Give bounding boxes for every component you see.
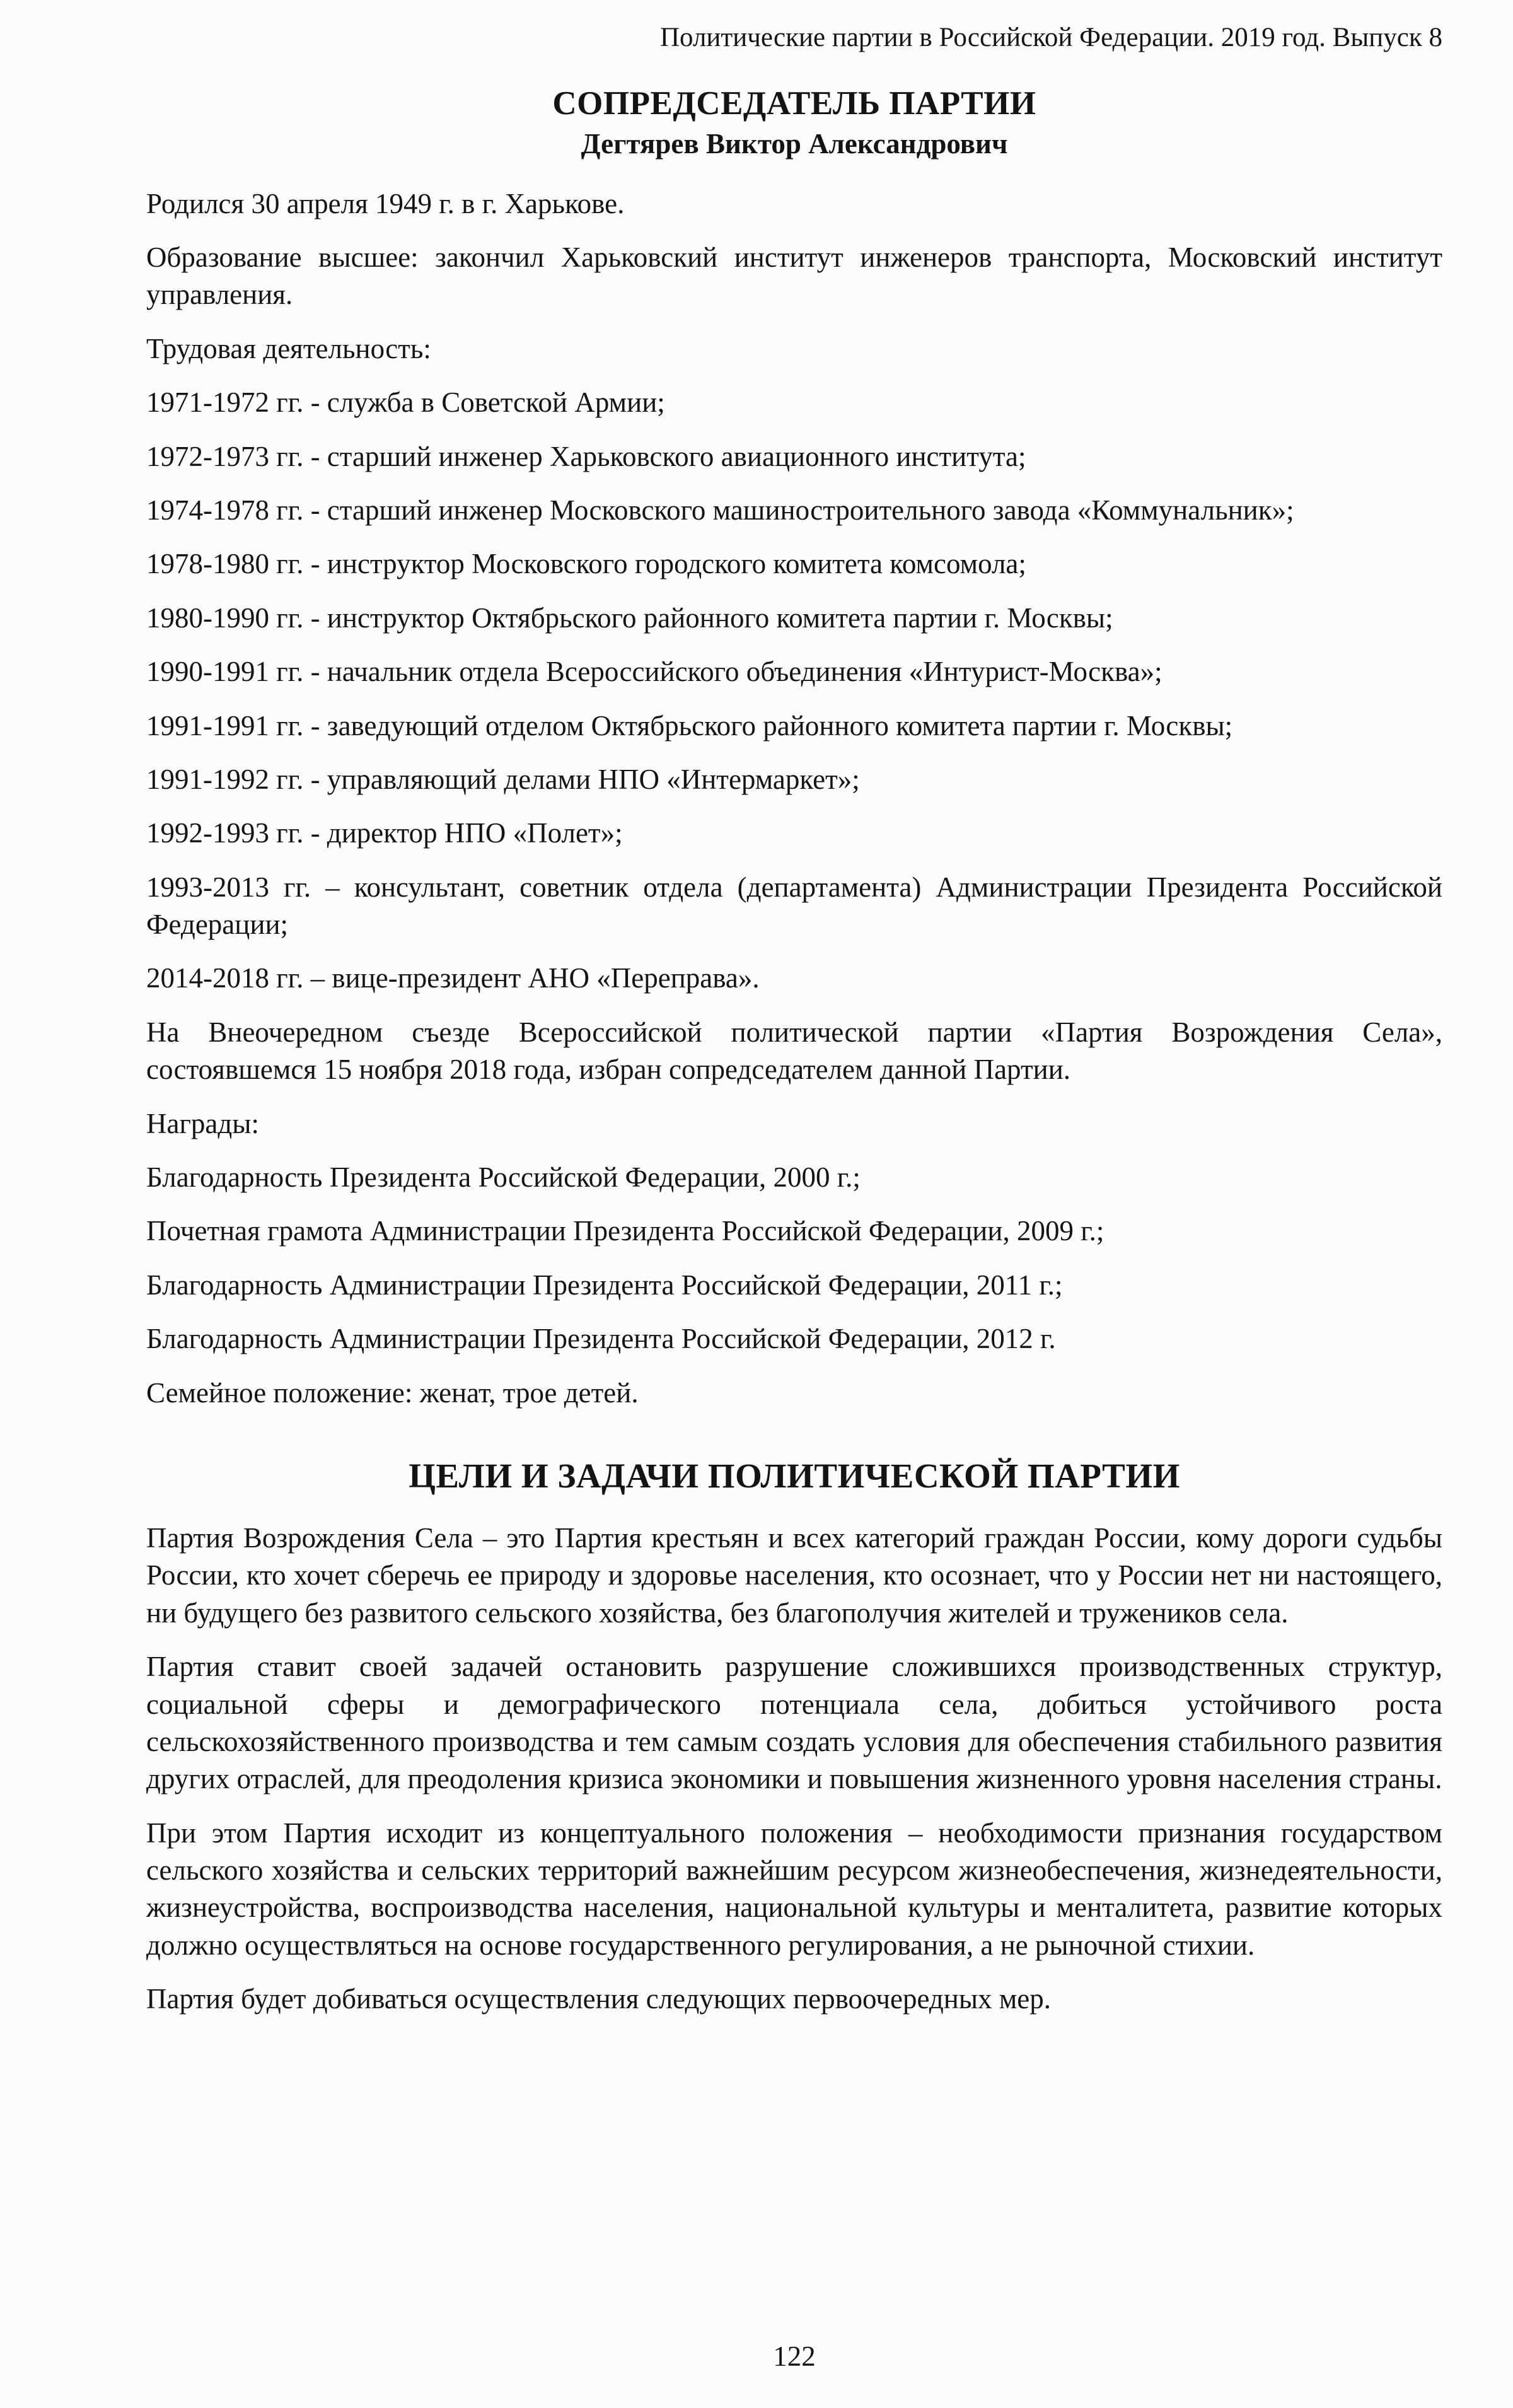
section-paragraph: Партия ставит своей задачей остановить разрушение сложившихся производственных структур, социальной сферы и демографического потенциала села, добиться устойчивого роста сельскохозяйственного производства и тем самым создать условия для обеспечения стабильного развития других отраслей, для преодоления кризиса экономики и повышения жизненного уровня населения страны. — [146, 1651, 1442, 1795]
bio-paragraph: 1992-1993 гг. - директор НПО «Полет»; — [146, 817, 623, 849]
bio-paragraph: 1990-1991 гг. - начальник отдела Всероссийского объединения «Интурист-Москва»; — [146, 656, 1162, 688]
bio-paragraph: 1991-1992 гг. - управляющий делами НПО «Интермаркет»; — [146, 763, 860, 795]
bio-paragraph: 1991-1991 гг. - заведующий отделом Октябрьского районного комитета партии г. Москвы; — [146, 709, 1233, 742]
bio-paragraph: 1993-2013 гг. – консультант, советник отдела (департамента) Администрации Президента Российской Федерации; — [146, 871, 1442, 941]
section-title: ЦЕЛИ И ЗАДАЧИ ПОЛИТИЧЕСКОЙ ПАРТИИ — [409, 1456, 1180, 1495]
bio-paragraph: 1971-1972 гг. - служба в Советской Армии; — [146, 387, 665, 419]
bio-paragraph: На Внеочередном съезде Всероссийской политической партии «Партия Возрождения Села», состоявшемся 15 ноября 2018 года, избран сопредседателем данной Партии. — [146, 1016, 1442, 1086]
bio-paragraph: 1972-1973 гг. - старший инженер Харьковского авиационного института; — [146, 440, 1026, 472]
person-name: Дегтярев Виктор Александрович — [581, 127, 1008, 160]
bio-paragraph: 1980-1990 гг. - инструктор Октябрьского районного комитета партии г. Москвы; — [146, 602, 1113, 634]
bio-paragraph: Награды: — [146, 1107, 260, 1139]
bio-paragraph: Семейное положение: женат, трое детей. — [146, 1376, 639, 1409]
bio-paragraph: Родился 30 апреля 1949 г. в г. Харькове. — [146, 187, 625, 219]
bio-paragraph: Благодарность Президента Российской Федерации, 2000 г.; — [146, 1161, 861, 1194]
bio-paragraph: Трудовая деятельность: — [146, 332, 431, 364]
bio-paragraph: 2014-2018 гг. – вице-президент АНО «Переправа». — [146, 962, 760, 994]
section-paragraph: Партия будет добиваться осуществления следующих первоочередных мер. — [146, 1983, 1052, 2015]
section-paragraph: При этом Партия исходит из концептуального положения – необходимости признания государством сельского хозяйства и сельских территорий важнейшим ресурсом жизнеобеспечения, жизнедеятельности, жизнеустройства, воспроизводства населения, национальной культуры и менталитета, развитие которых должно осуществляться на основе государственного регулирования, а не рыночной стихии. — [146, 1817, 1442, 1961]
page-number: 122 — [773, 2341, 816, 2372]
bio-paragraph: Почетная грамота Администрации Президента Российской Федерации, 2009 г.; — [146, 1215, 1104, 1247]
section-paragraphs — [146, 1520, 1442, 2035]
bio-paragraph: 1974-1978 гг. - старший инженер Московского машиностроительного завода «Коммунальник»; — [146, 494, 1294, 526]
bio-paragraph: Образование высшее: закончил Харьковский институт инженеров транспорта, Московский институт управления. — [146, 241, 1442, 311]
page-title: СОПРЕДСЕДАТЕЛЬ ПАРТИИ — [552, 84, 1036, 122]
bio-paragraphs — [146, 185, 1442, 1428]
bio-paragraph: Благодарность Администрации Президента Российской Федерации, 2011 г.; — [146, 1269, 1063, 1301]
running-header: Политические партии в Российской Федерации. 2019 год. Выпуск 8 — [659, 23, 1442, 52]
section-paragraph: Партия Возрождения Села – это Партия крестьян и всех категорий граждан России, кому дороги судьбы России, кто хочет сберечь ее природу и здоровье населения, кто осознает, что у России нет ни настоящего, ни будущего без развитого сельского хозяйства, без благополучия жителей и тружеников села. — [146, 1521, 1442, 1629]
bio-paragraph: Благодарность Администрации Президента Российской Федерации, 2012 г. — [146, 1323, 1056, 1355]
bio-paragraph: 1978-1980 гг. - инструктор Московского городского комитета комсомола; — [146, 548, 1026, 580]
